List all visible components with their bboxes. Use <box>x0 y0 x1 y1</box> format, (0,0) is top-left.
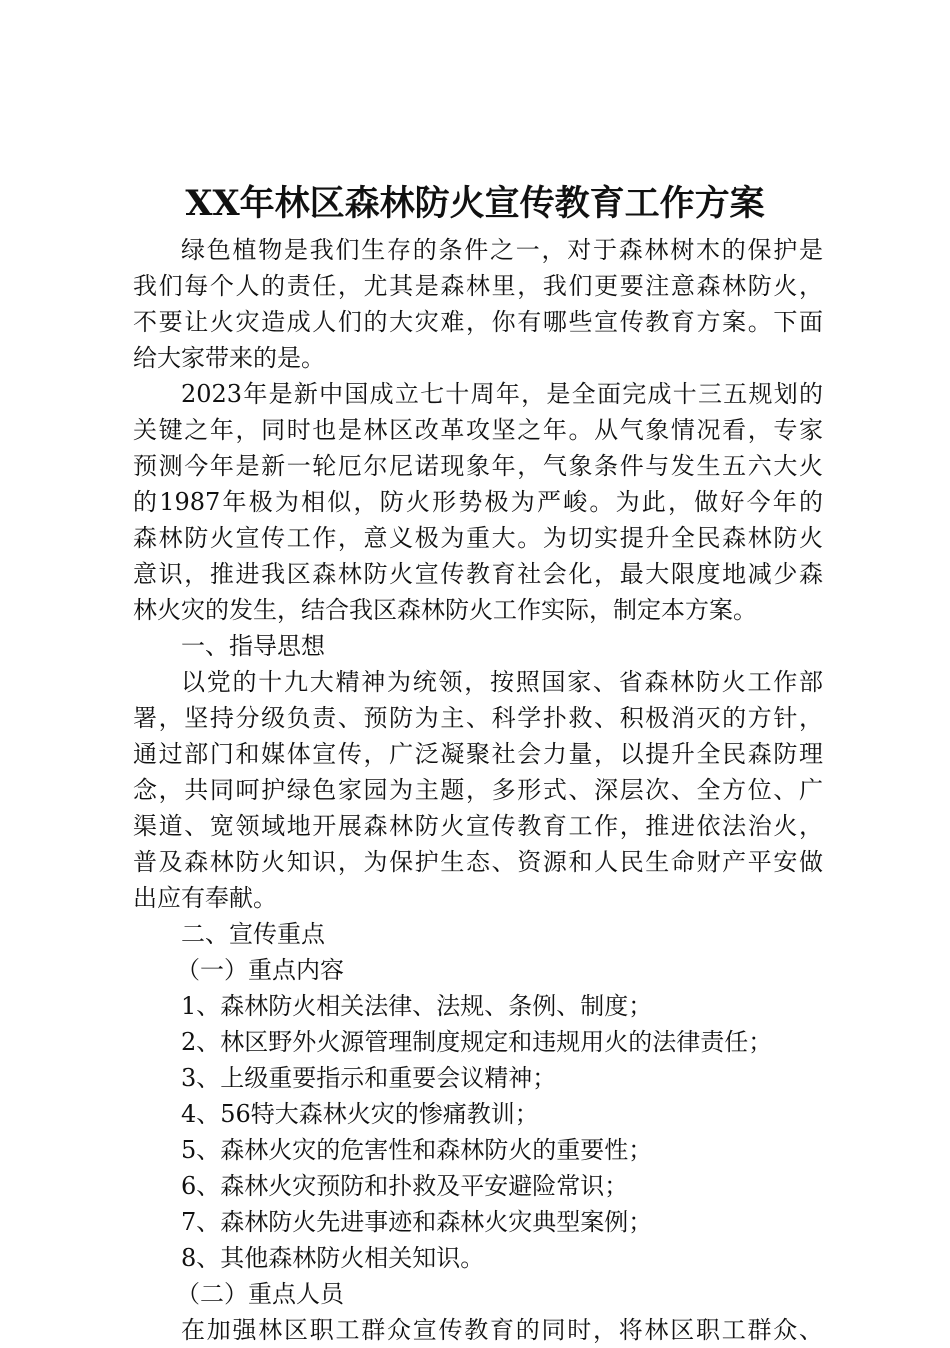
list-item: 4、56特大森林火灾的惨痛教训； <box>181 1100 539 1128</box>
paragraph-line: 的1987年极为相似，防火形势极为严峻。为此，做好今年的 <box>133 488 823 516</box>
list-item: 8、其他森林防火相关知识。 <box>181 1244 485 1272</box>
paragraph-line: 以党的十九大精神为统领，按照国家、省森林防火工作部 <box>181 668 823 696</box>
paragraph-line: 渠道、宽领域地开展森林防火宣传教育工作，推进依法治火， <box>133 812 823 840</box>
list-item: 1、森林防火相关法律、法规、条例、制度； <box>181 992 653 1020</box>
paragraph-line: 关键之年，同时也是林区改革攻坚之年。从气象情况看，专家 <box>133 416 823 444</box>
paragraph-line: 意识，推进我区森林防火宣传教育社会化，最大限度地减少森 <box>133 560 823 588</box>
paragraph-line: 森林防火宣传工作，意义极为重大。为切实提升全民森林防火 <box>133 524 823 552</box>
list-item: 5、森林火灾的危害性和森林防火的重要性； <box>181 1136 653 1164</box>
paragraph-line: 不要让火灾造成人们的大灾难，你有哪些宣传教育方案。下面 <box>133 308 823 336</box>
paragraph-line: 预测今年是新一轮厄尔尼诺现象年，气象条件与发生五六大火 <box>133 452 823 480</box>
list-item: 6、森林火灾预防和扑救及平安避险常识； <box>181 1172 629 1200</box>
section-heading: 二、宣传重点 <box>181 920 325 948</box>
list-item: 2、林区野外火源管理制度规定和违规用火的法律责任； <box>181 1028 773 1056</box>
paragraph-line: 我们每个人的责任，尤其是森林里，我们更要注意森林防火， <box>133 272 823 300</box>
paragraph-line: 给大家带来的是。 <box>133 344 325 372</box>
paragraph-line: 署，坚持分级负责、预防为主、科学扑救、积极消灭的方针， <box>133 704 823 732</box>
paragraph-line: 在加强林区职工群众宣传教育的同时，将林区职工群众、 <box>181 1316 823 1344</box>
paragraph-line: 普及森林防火知识，为保护生态、资源和人民生命财产平安做 <box>133 848 823 876</box>
paragraph-line: 2023年是新中国成立七十周年，是全面完成十三五规划的 <box>181 380 823 408</box>
list-item: 3、上级重要指示和重要会议精神； <box>181 1064 557 1092</box>
document-body <box>133 232 823 1348</box>
paragraph-line: 念，共同呵护绿色家园为主题，多形式、深层次、全方位、广 <box>133 776 823 804</box>
paragraph-line: 通过部门和媒体宣传，广泛凝聚社会力量，以提升全民森防理 <box>133 740 823 768</box>
paragraph-line: 绿色植物是我们生存的条件之一，对于森林树木的保护是 <box>181 236 823 264</box>
paragraph-line: 出应有奉献。 <box>133 884 277 912</box>
subsection-heading: （一）重点内容 <box>176 956 344 984</box>
subsection-heading: （二）重点人员 <box>176 1280 344 1308</box>
list-item: 7、森林防火先进事迹和森林火灾典型案例； <box>181 1208 653 1236</box>
paragraph-line: 林火灾的发生，结合我区森林防火工作实际，制定本方案。 <box>133 596 757 624</box>
document-title: XX年林区森林防火宣传教育工作方案 <box>185 183 765 224</box>
section-heading: 一、指导思想 <box>181 632 325 660</box>
